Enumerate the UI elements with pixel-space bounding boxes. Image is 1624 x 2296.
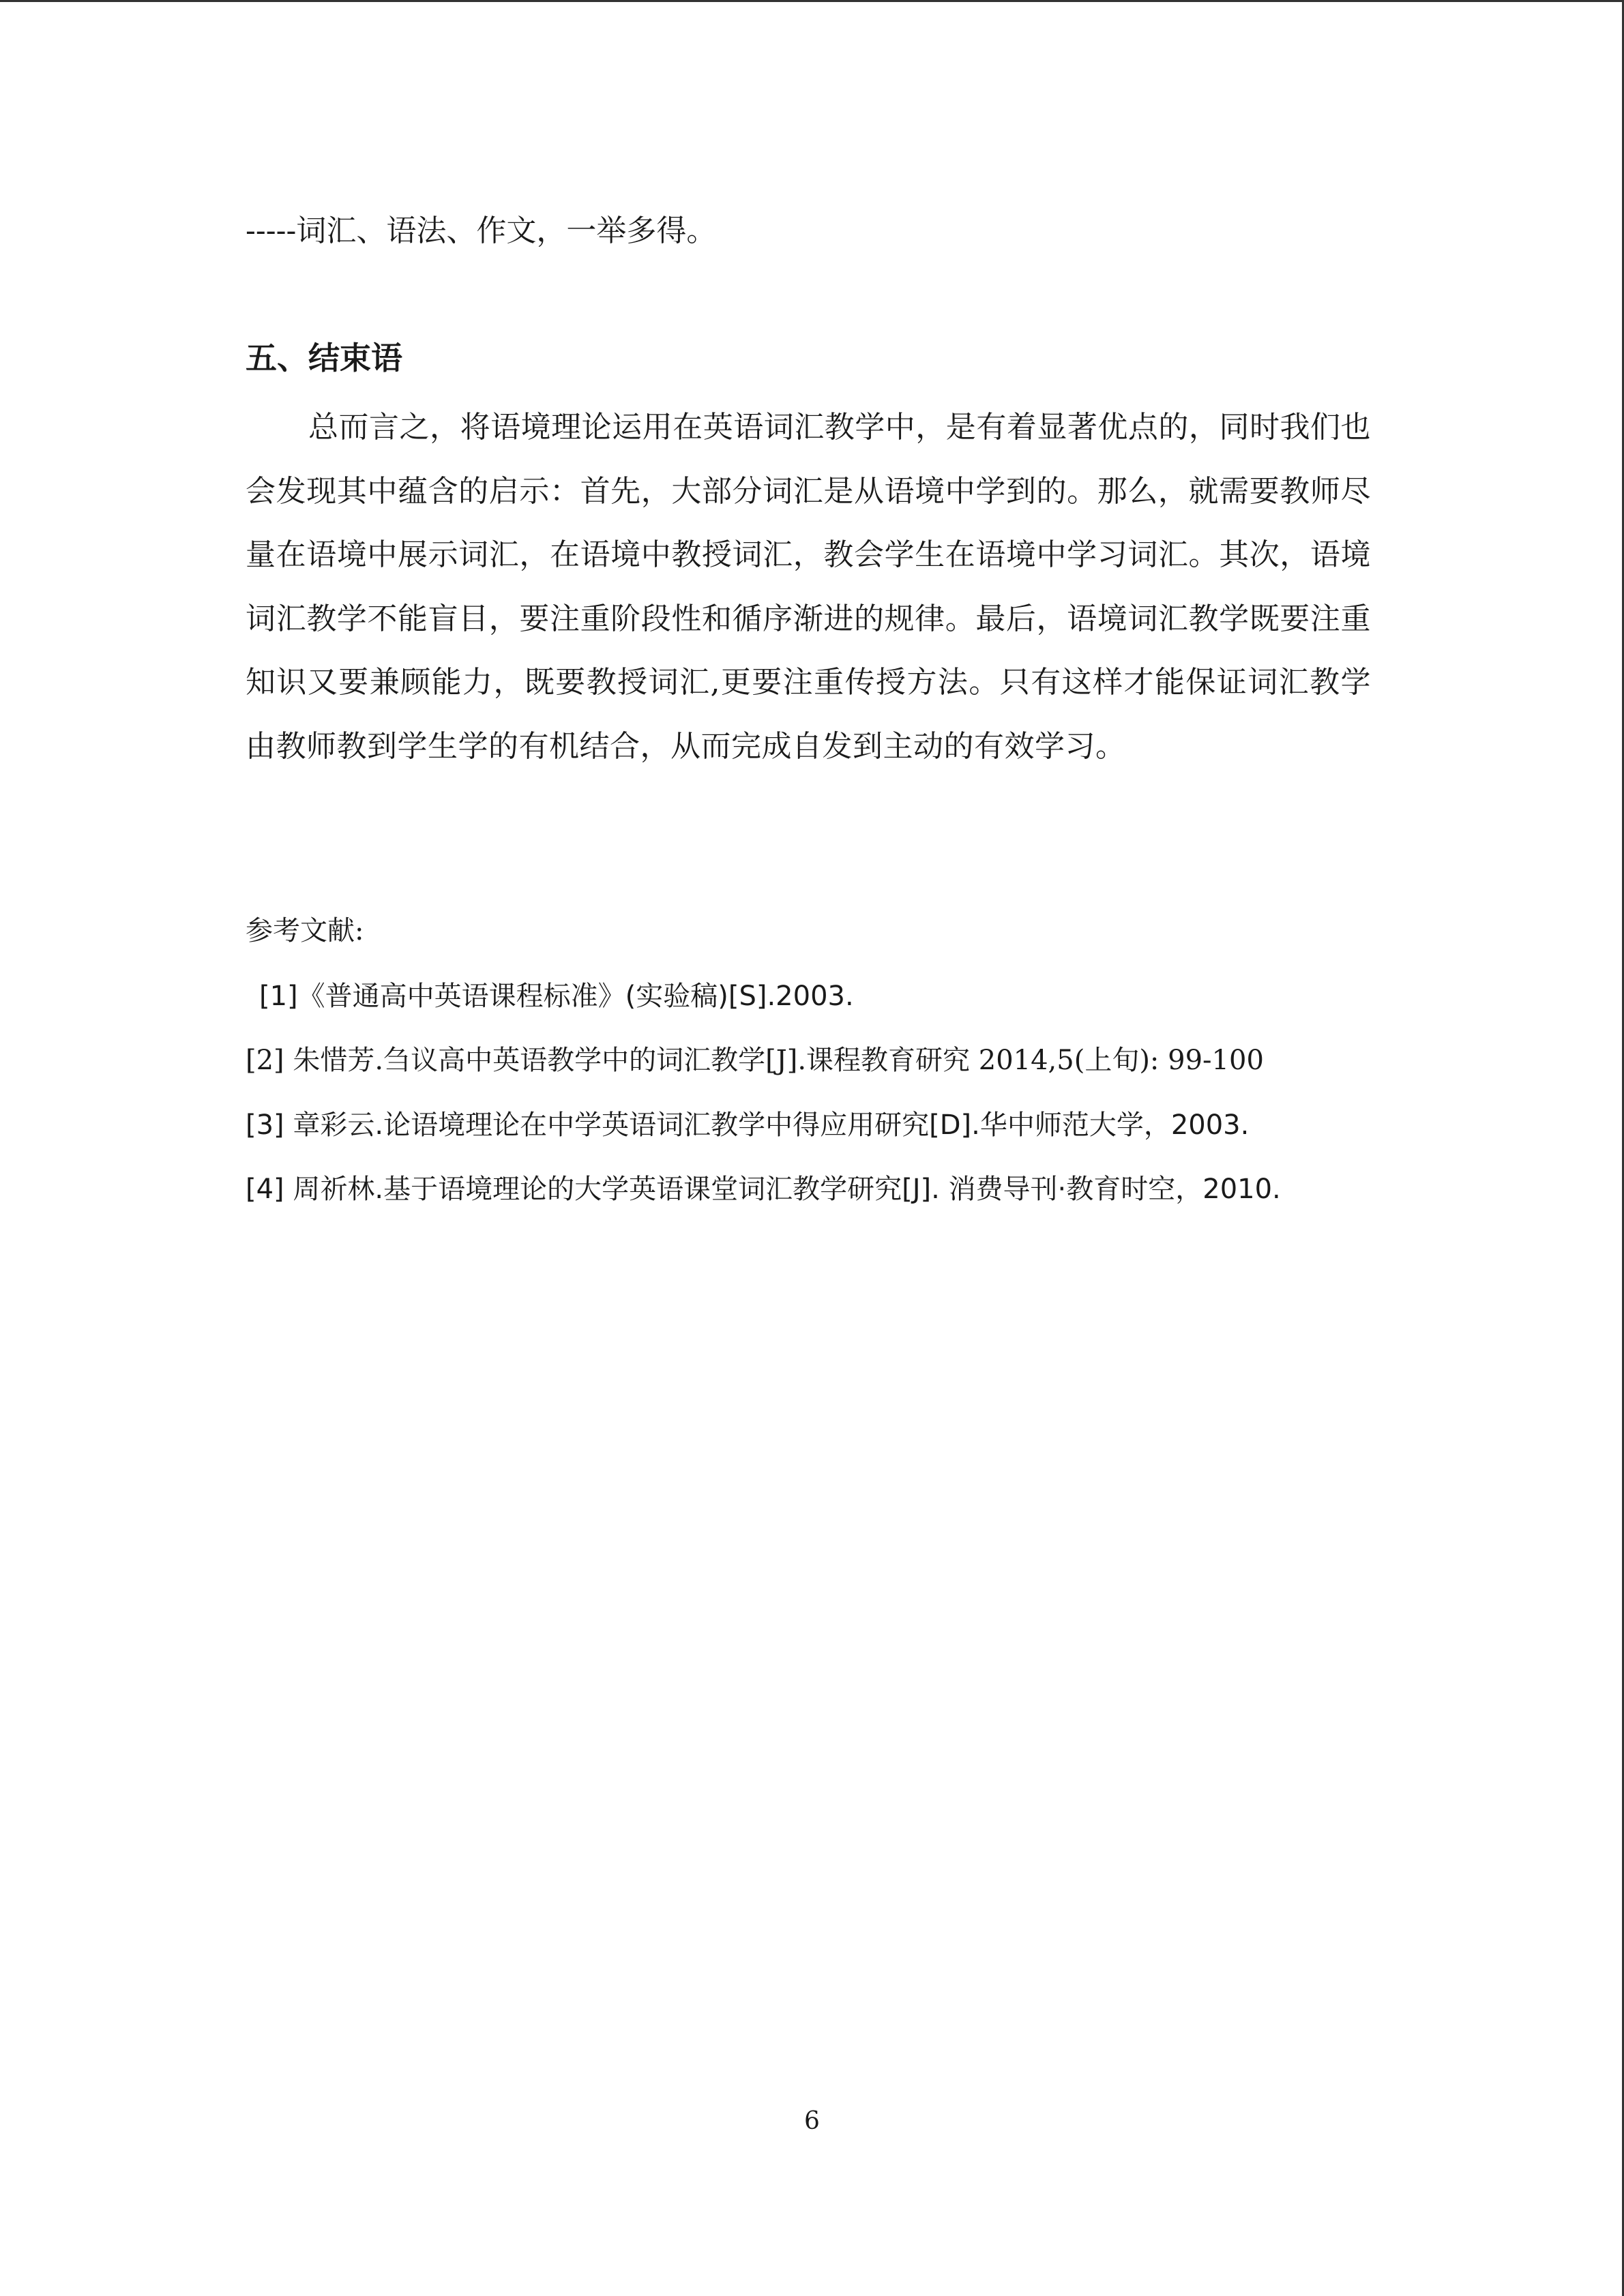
conclusion-paragraph: 总而言之，将语境理论运用在英语词汇教学中，是有着显著优点的，同时我们也会发现其中蕴含的启示：首先，大部分词汇是从语境中学到的。那么，就需要教师尽量在语境中展示词汇，在语境中教授词汇，教会学生在语境中学习词汇。其次，语境词汇教学不能盲目，要注重阶段性和循序渐进的规律。最后，语境词汇教学既要注重知识又要兼顾能力，既要教授词汇,更要注重传授方法。只有这样才能保证词汇教学由教师教到学生学的有机结合，从而完成自发到主动的有效学习。 (246, 410, 1371, 764)
section-heading: 五、结束语 (246, 340, 402, 376)
previous-paragraph-tail: -----词汇、语法、作文，一举多得。 (246, 213, 717, 248)
reference-item-4: [4] 周祈林.基于语境理论的大学英语课堂词汇教学研究[J]. 消费导刊·教育时空，2010. (246, 1174, 1281, 1205)
reference-item-3: [3] 章彩云.论语境理论在中学英语词汇教学中得应用研究[D].华中师范大学，2003. (246, 1109, 1250, 1141)
page-number: 6 (804, 2107, 820, 2135)
reference-item-1: [1]《普通高中英语课程标准》(实验稿)[S].2003. (259, 981, 854, 1012)
reference-item-2: [2] 朱惜芳.刍议高中英语教学中的词汇教学[J].课程教育研究 2014,5(上旬): 99-100 (246, 1045, 1264, 1076)
references-heading: 参考文献: (246, 915, 364, 946)
